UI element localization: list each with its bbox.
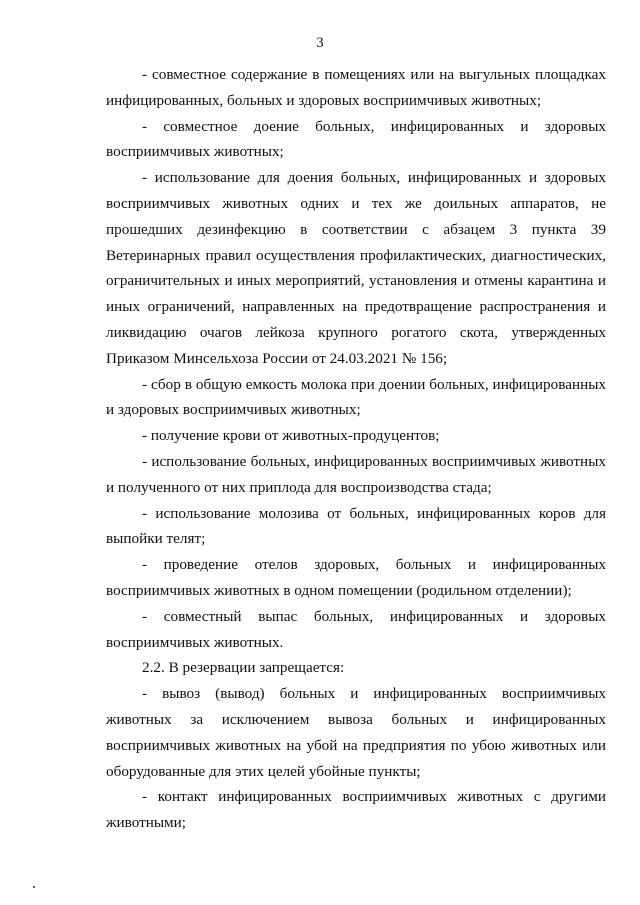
paragraph-colostrum: - использование молозива от больных, инфицированных коров для выпойки телят; xyxy=(106,504,606,548)
paragraph-milking-machines: - использование для доения больных, инфицированных и здоровых восприимчивых животных одних и тех же доильных аппаратов, не прошедших дезинфекцию в соответствии с абзацем 3 пункта 39 Ветеринарных правил осуществления профилактических, диагностических, ограничительных и иных мероприятий, установления и отмены карантина и иных ограничений, направленных на предотвращение распространения и ликвидацию очагов лейкоза крупного рогатого скота, утвержденных Приказом Минсельхоза России от 24.03.2021 № 156; xyxy=(106,169,606,367)
paragraph-joint-keeping: - совместное содержание в помещениях или на выгульных площадках инфицированных, больных и здоровых восприимчивых животных; xyxy=(106,66,606,109)
paragraph-blood-collection: - получение крови от животных-продуцентов; xyxy=(142,427,440,445)
paragraph-joint-milking: - совместное доение больных, инфицированных и здоровых восприимчивых животных; xyxy=(106,117,606,161)
paragraph-joint-grazing: - совместный выпас больных, инфицированных и здоровых восприимчивых животных. xyxy=(106,607,606,651)
scan-artifact-dot xyxy=(33,886,35,888)
paragraph-contact: - контакт инфицированных восприимчивых животных с другими животными; xyxy=(106,788,606,832)
page-number: 3 xyxy=(316,35,324,51)
section-heading-2-2: 2.2. В резервации запрещается: xyxy=(142,659,345,677)
paragraph-herd-reproduction: - использование больных, инфицированных восприимчивых животных и полученного от них приплода для воспроизводства стада; xyxy=(106,452,606,496)
paragraph-removal: - вывоз (вывод) больных и инфицированных восприимчивых животных за исключением вывоза больных и инфицированных восприимчивых животных на убой на предприятия по убою животных или оборудованные для этих целей убойные пункты; xyxy=(106,685,606,780)
paragraph-calving: - проведение отелов здоровых, больных и инфицированных восприимчивых животных в одном помещении (родильном отделении); xyxy=(106,556,606,599)
document-body xyxy=(106,62,606,836)
paragraph-milk-collection: - сбор в общую емкость молока при доении больных, инфицированных и здоровых восприимчивых животных; xyxy=(106,375,606,419)
